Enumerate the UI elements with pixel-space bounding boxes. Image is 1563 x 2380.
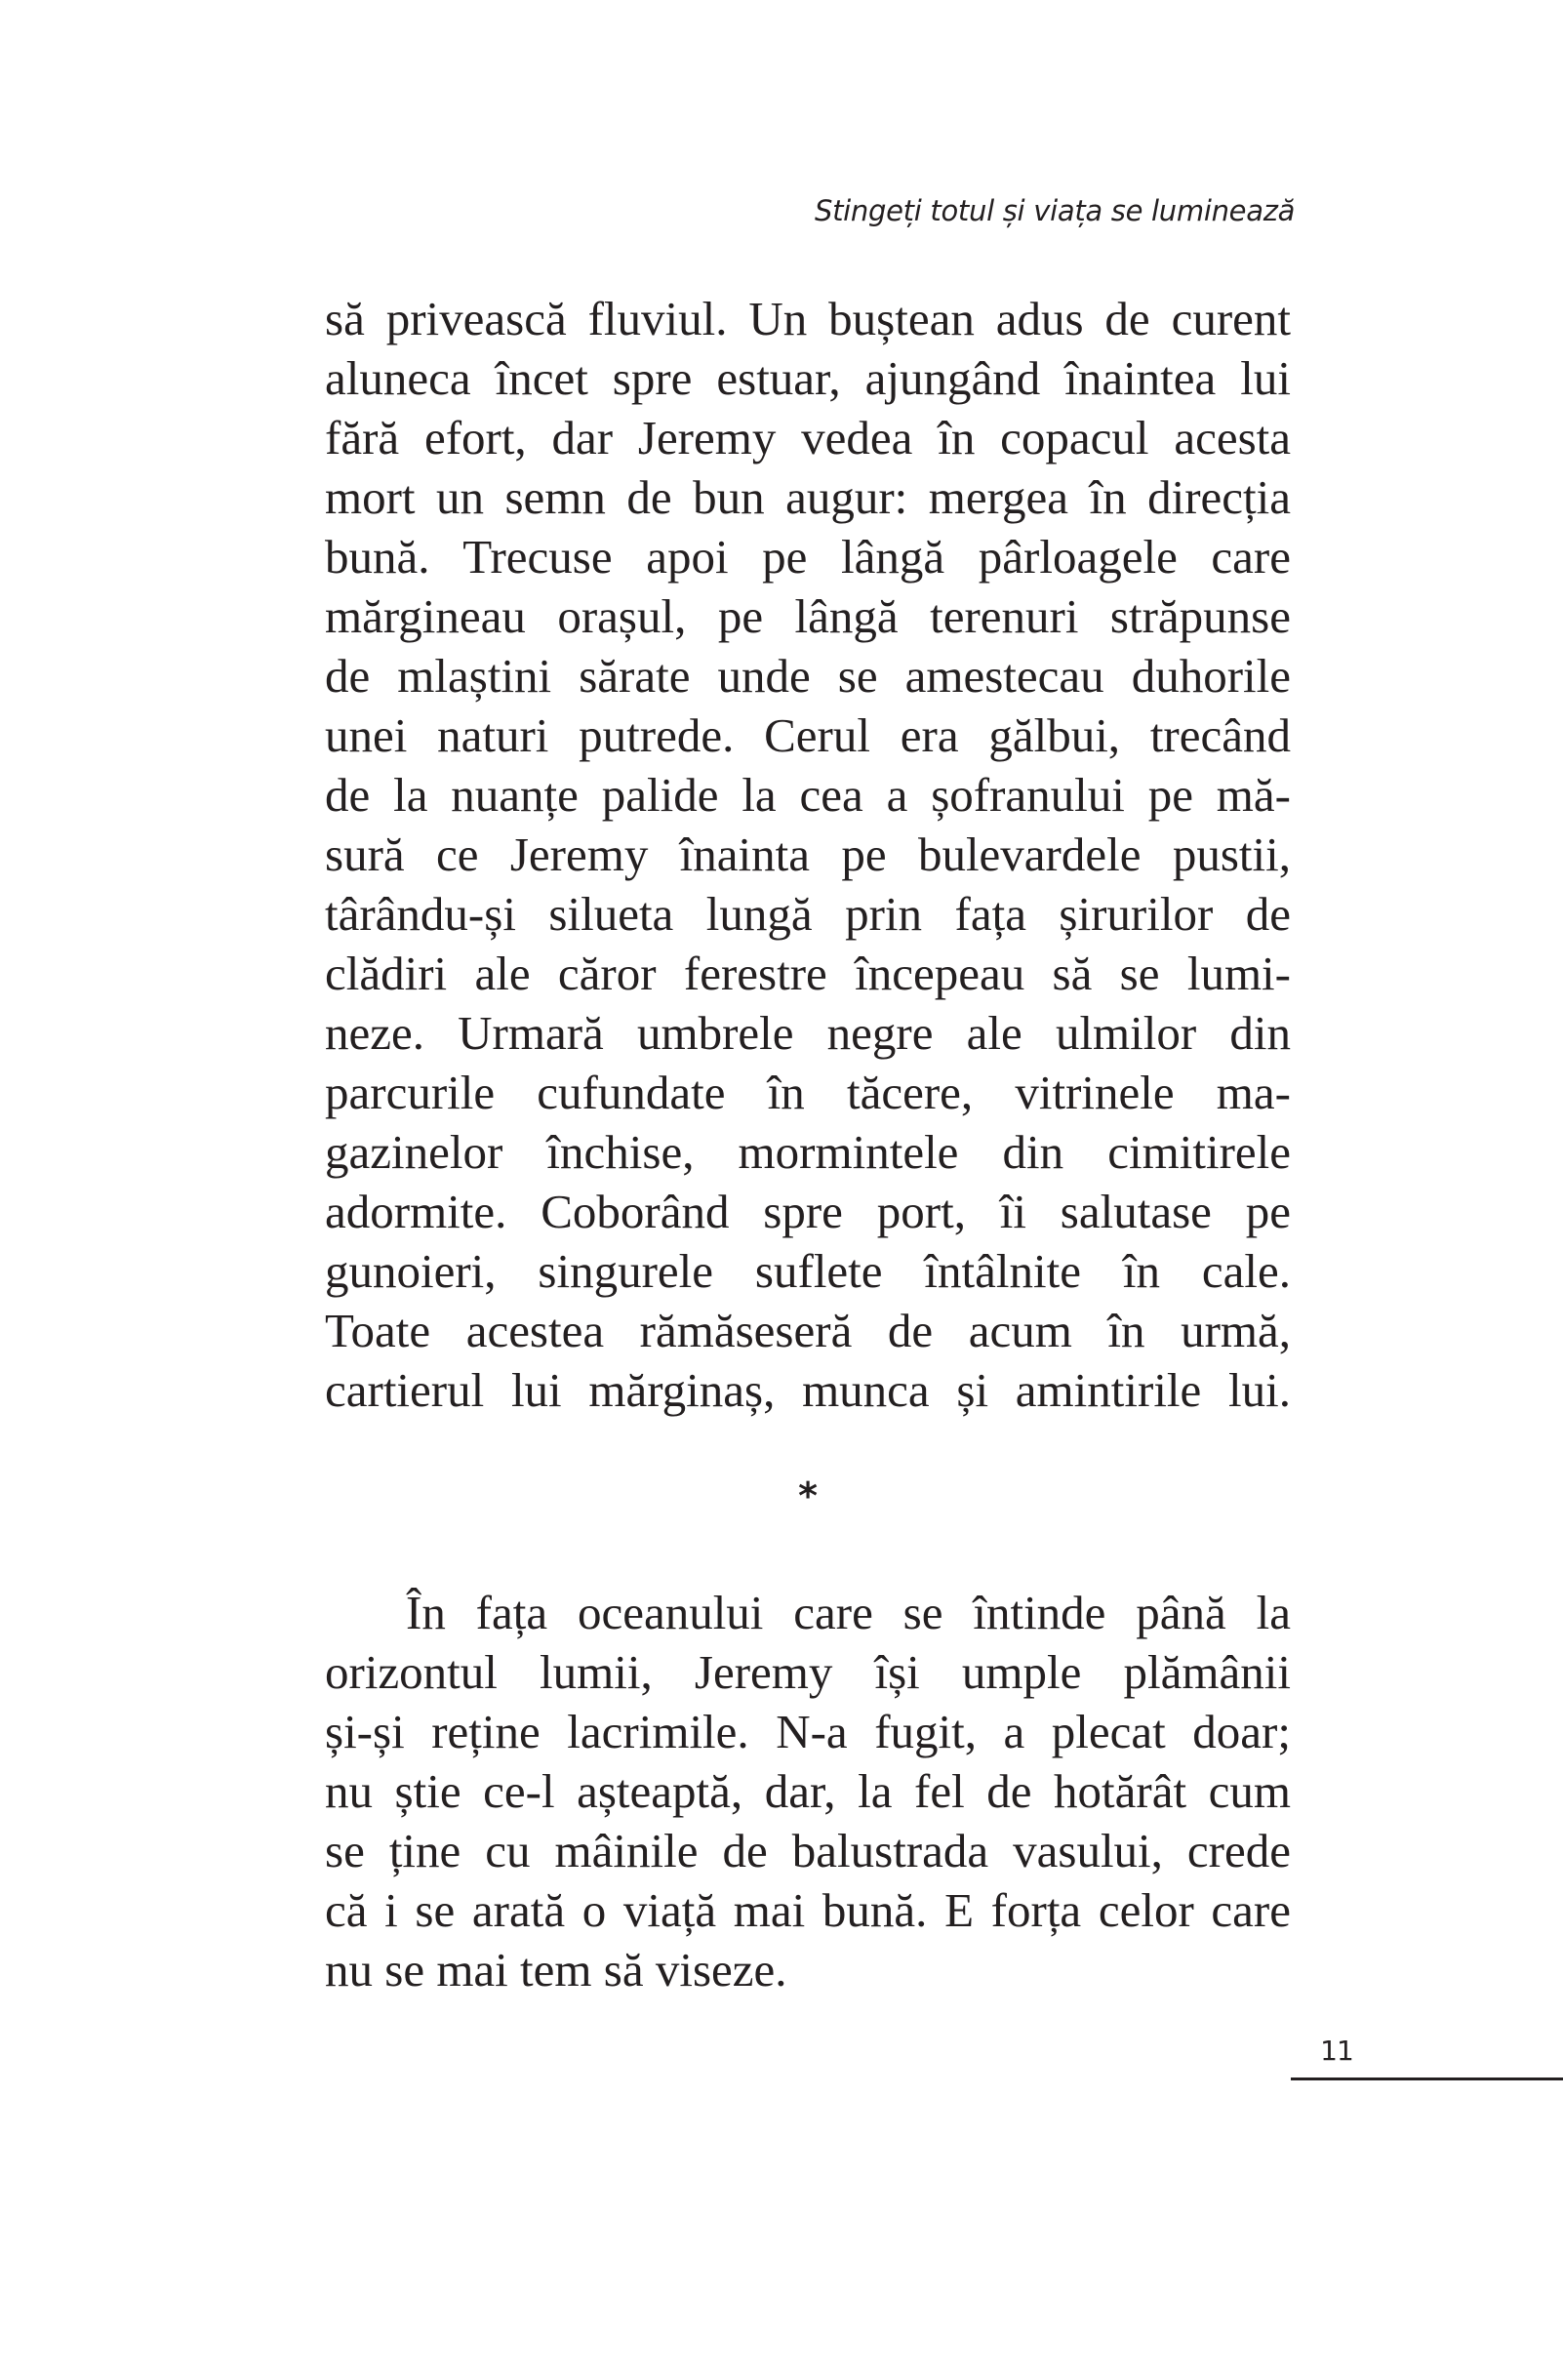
text-line: și-și reține lacrimile. N-a fugit, a plecat doar; — [325, 1705, 1291, 1758]
text-line: bună. Trecuse apoi pe lângă pârloagele care — [325, 530, 1291, 584]
text-line: nu știe ce-l așteaptă, dar, la fel de hotărât cum — [325, 1764, 1291, 1818]
text-line: unei naturi putrede. Cerul era gălbui, trecând — [325, 708, 1291, 762]
text-line: În fața oceanului care se întinde până la — [406, 1586, 1291, 1639]
text-line: neze. Urmară umbrele negre ale ulmilor din — [325, 1006, 1291, 1060]
text-line: gazinelor închise, mormintele din cimitirele — [325, 1125, 1291, 1179]
text-line: se ține cu mâinile de balustrada vasului, crede — [325, 1824, 1291, 1877]
paragraph-1 — [325, 289, 1291, 1420]
running-head: Stingeți totul și viața se luminează — [815, 194, 1296, 227]
footer-rule — [1291, 2077, 1563, 2080]
text-line: cartierul lui mărginaș, munca și amintirile lui. — [325, 1363, 1291, 1417]
page-number: 11 — [1320, 2035, 1353, 2067]
text-line: aluneca încet spre estuar, ajungând înaintea lui — [325, 351, 1291, 405]
text-line: parcurile cufundate în tăcere, vitrinele ma- — [325, 1066, 1291, 1119]
text-line: mort un semn de bun augur: mergea în direcția — [325, 470, 1291, 524]
text-line: târându-și silueta lungă prin fața șirurilor de — [325, 887, 1291, 941]
paragraph-2 — [325, 1583, 1291, 1999]
text-line: Toate acestea rămăseseră de acum în urmă, — [325, 1304, 1291, 1357]
text-line: să privească fluviul. Un buștean adus de curent — [325, 292, 1291, 345]
text-line: nu se mai tem să viseze. — [325, 1943, 787, 1997]
text-line: fără efort, dar Jeremy vedea în copacul acesta — [325, 411, 1291, 464]
text-line: sură ce Jeremy înainta pe bulevardele pustii, — [325, 827, 1291, 881]
section-break-asterisk: * — [798, 1474, 818, 1517]
text-line: că i se arată o viață mai bună. E forța celor care — [325, 1883, 1291, 1937]
text-line: orizontul lumii, Jeremy își umple plămânii — [325, 1645, 1291, 1699]
text-line: adormite. Coborând spre port, îi salutase pe — [325, 1185, 1291, 1238]
text-line: gunoieri, singurele suflete întâlnite în cale. — [325, 1244, 1291, 1298]
text-line: de mlaștini sărate unde se amestecau duhorile — [325, 649, 1291, 703]
text-line: mărgineau orașul, pe lângă terenuri străpunse — [325, 589, 1291, 643]
text-line: de la nuanțe palide la cea a șofranului pe mă- — [325, 768, 1291, 822]
text-line: clădiri ale căror ferestre începeau să se lumi- — [325, 947, 1291, 1000]
